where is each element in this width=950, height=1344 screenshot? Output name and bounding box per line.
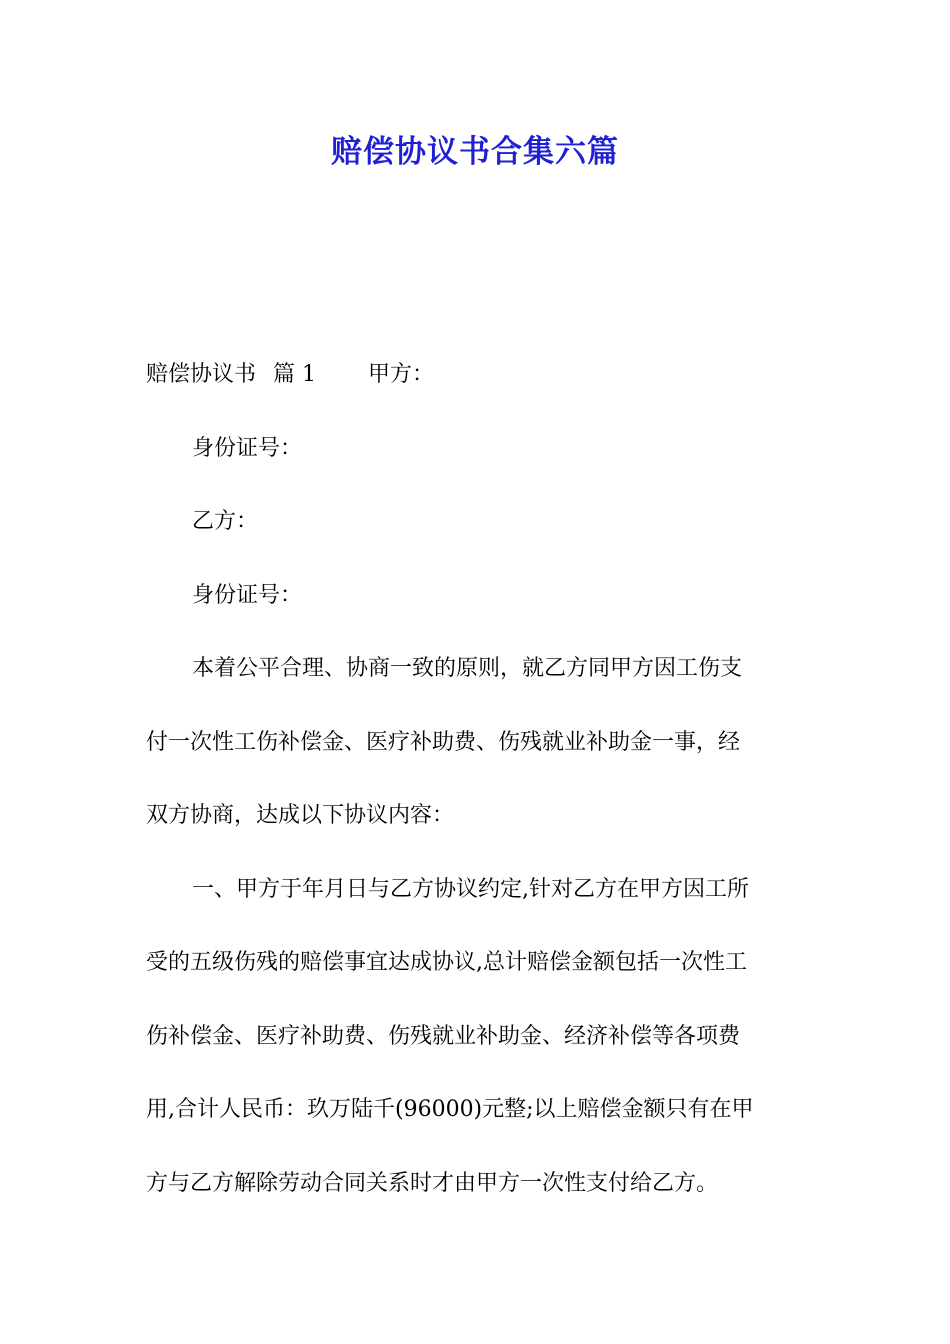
- id-number-b-line: 身份证号：: [192, 582, 303, 608]
- paragraph1-line: 本着公平合理、协商一致的原则，就乙方同甲方因工伤支: [192, 656, 743, 681]
- paragraph2-line: 受的五级伤残的赔偿事宜达成协议,总计赔偿金额包括一次性工: [146, 950, 747, 975]
- paragraph1-line: 双方协商，达成以下协议内容：: [146, 803, 455, 828]
- section-part: 篇 1: [273, 362, 317, 387]
- document-body: [146, 338, 816, 1220]
- section-heading-line: [146, 338, 816, 412]
- paragraph2-line: 伤补偿金、医疗补助费、伤残就业补助金、经济补偿等各项费: [146, 1023, 741, 1049]
- paragraph2-line: 用,合计人民币：玖万陆千(96000)元整;以上赔偿金额只有在甲: [146, 1097, 754, 1122]
- paragraph2-line: 一、甲方于年月日与乙方协议约定,针对乙方在甲方因工所: [192, 876, 749, 902]
- paragraph1-line: 付一次性工伤补偿金、医疗补助费、伤残就业补助金一事，经: [146, 729, 741, 755]
- document-title: 赔偿协议书合集六篇: [331, 134, 619, 170]
- section-heading: 赔偿协议书: [146, 362, 257, 387]
- id-number-a-line: 身份证号：: [192, 435, 303, 461]
- party-b-line: 乙方：: [192, 509, 259, 534]
- party-a-label: 甲方：: [368, 362, 435, 387]
- paragraph2-line: 方与乙方解除劳动合同关系时才由甲方一次性支付给乙方。: [146, 1170, 719, 1196]
